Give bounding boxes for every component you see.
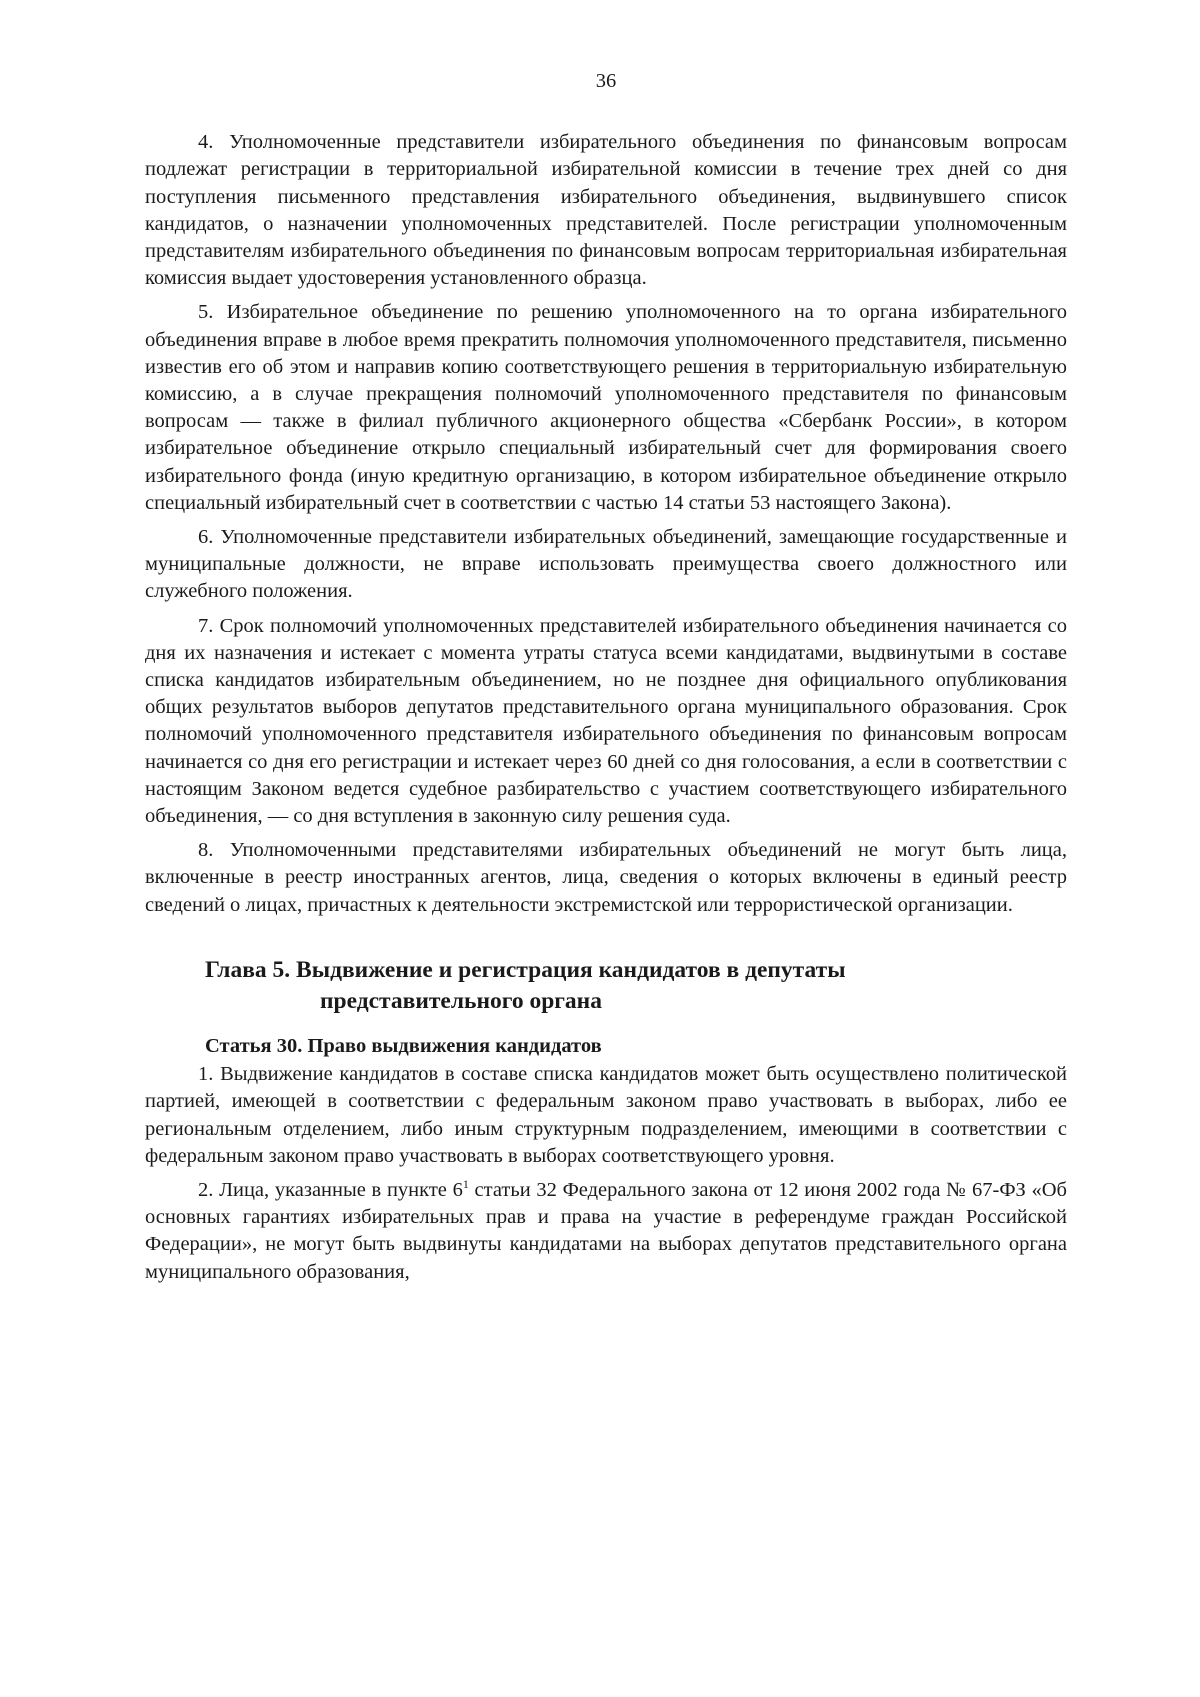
article-paragraph-2 [145, 1177, 1067, 1286]
paragraph-item-5: 5. Избирательное объединение по решению уполномоченного на то органа избирательного объединения вправе в любое время прекратить полномочия уполномоченного представителя, письменно известив его об этом и направив копию соответствующего решения в территориальную избирательную комиссию, а в случае прекращения полномочий уполномоченного представителя по финансовым вопросам — также в филиал публичного акционерного общества «Сбербанк России», в котором избирательное объединение открыло специальный избирательный счет для формирования своего избирательного фонда (иную кредитную организацию, в котором избирательное объединение открыло специальный избирательный счет в соответствии с частью 14 статьи 53 настоящего Закона). [145, 301, 1067, 514]
superscript-mark: 1 [462, 1176, 469, 1191]
paragraph-item-7: 7. Срок полномочий уполномоченных представителей избирательного объединения начинается со дня их назначения и истекает с момента утраты статуса всеми кандидатами, выдвинутыми в составе списка кандидатов избирательным объединением, но не позднее дня официального опубликования общих результатов выборов депутатов представительного органа муниципального образования. Срок полномочий уполномоченного представителя избирательного объединения по финансовым вопросам начинается со дня его регистрации и истекает через 60 дней со дня голосования, а если в соответствии с настоящим Законом ведется судебное разбирательство с участием соответствующего избирательного объединения, — со дня вступления в законную силу решения суда. [145, 614, 1067, 828]
article-paragraph-2-start: 2. Лица, указанные в пункте 6 [198, 1178, 463, 1201]
chapter-heading-line2: представительного органа [320, 987, 602, 1014]
paragraph-item-4: 4. Уполномоченные представители избирательного объединения по финансовым вопросам подлежат регистрации в территориальной избирательной комиссии в течение трех дней со дня поступления письменного представления избирательного объединения, выдвинувшего список кандидатов, о назначении уполномоченных представителей. После регистрации уполномоченным представителям избирательного объединения по финансовым вопросам территориальная избирательная комиссия выдает удостоверения установленного образца. [145, 131, 1067, 290]
chapter-heading [145, 955, 1067, 1017]
article-paragraph-1: 1. Выдвижение кандидатов в составе списка кандидатов может быть осуществлено политической партией, имеющей в соответствии с федеральным законом право участвовать в выборах, либо ее региональным отделением, либо иным структурным подразделением, имеющими в соответствии с федеральным законом право участвовать в выборах соответствующего уровня. [145, 1063, 1067, 1167]
article-heading: Статья 30. Право выдвижения кандидатов [205, 1034, 602, 1057]
paragraph-item-6: 6. Уполномоченные представители избирательных объединений, замещающие государственные и муниципальные должности, не вправе использовать преимущества своего должностного или служебного положения. [145, 526, 1067, 603]
paragraph-item-8: 8. Уполномоченными представителями избирательных объединений не могут быть лица, включенные в реестр иностранных агентов, лица, сведения о которых включены в единый реестр сведений о лицах, причастных к деятельности экстремистской или террористической организации. [145, 839, 1067, 916]
article-paragraph-2-rest: статьи 32 Федерального закона от 12 июня 2002 года № 67-ФЗ «Об основных гарантиях избирательных прав и права на участие в референдуме граждан Российской Федерации», не могут быть выдвинуты кандидатами на выборах депутатов представительного органа муниципального образования, [145, 1178, 1067, 1283]
page-number: 36 [595, 70, 617, 92]
chapter-heading-line1: Глава 5. Выдвижение и регистрация кандидатов в депутаты [205, 956, 846, 983]
